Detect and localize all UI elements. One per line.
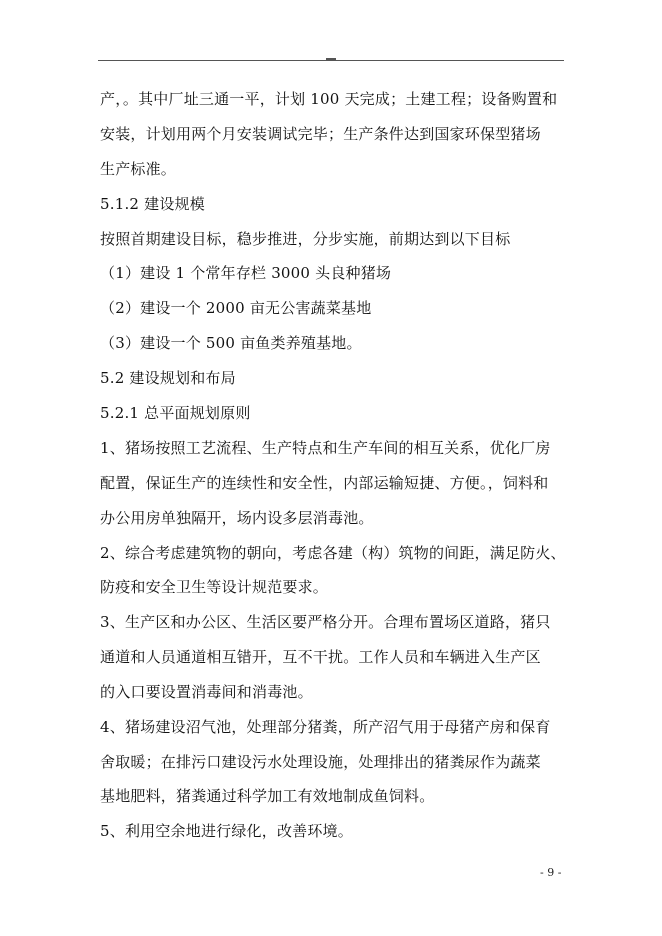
text-line: 的入口要设置消毒间和消毒池。 [100, 683, 313, 701]
text-line: 5、利用空余地进行绿化，改善环境。 [100, 822, 353, 840]
text-line: 安装，计划用两个月安装调试完毕；生产条件达到国家环保型猪场 [100, 125, 541, 143]
header-mark [326, 58, 336, 61]
list-item: （2）建设一个 2000 亩无公害蔬菜基地 [100, 299, 372, 317]
text-line: 2、综合考虑建筑物的朝向，考虑各建（构）筑物的间距，满足防火、 [100, 544, 566, 562]
text-line: 1、猪场按照工艺流程、生产特点和生产车间的相互关系，优化厂房 [100, 439, 551, 457]
page-number: - 9 - [540, 866, 562, 879]
text-line: 办公用房单独隔开，场内设多层消毒池。 [100, 509, 374, 527]
text-line: 4、猪场建设沼气池，处理部分猪粪，所产沼气用于母猪产房和保育 [100, 718, 551, 736]
section-heading: 5.1.2 建设规模 [100, 195, 205, 213]
text-line: 3、生产区和办公区、生活区要严格分开。合理布置场区道路，猪只 [100, 613, 551, 631]
text-line: 生产标准。 [100, 160, 177, 178]
text-line: 基地肥料，猪粪通过科学加工有效地制成鱼饲料。 [100, 787, 435, 805]
section-heading: 5.2.1 总平面规划原则 [100, 404, 251, 422]
text-line: 舍取暖；在排污口建设污水处理设施，处理排出的猪粪尿作为蔬菜 [100, 753, 541, 771]
text-line: 产，。其中厂址三通一平，计划 100 天完成；土建工程；设备购置和 [100, 90, 558, 108]
text-line: 配置，保证生产的连续性和安全性，内部运输短捷、方便。，饲料和 [100, 474, 549, 492]
list-item: （1）建设 1 个常年存栏 3000 头良种猪场 [100, 264, 392, 282]
text-line: 按照首期建设目标，稳步推进，分步实施，前期达到以下目标 [100, 230, 511, 248]
list-item: （3）建设一个 500 亩鱼类养殖基地。 [100, 334, 362, 352]
text-line: 防疫和安全卫生等设计规范要求。 [100, 578, 329, 596]
text-line: 通道和人员通道相互错开，互不干扰。工作人员和车辆进入生产区 [100, 648, 541, 666]
section-heading: 5.2 建设规划和布局 [100, 369, 236, 387]
